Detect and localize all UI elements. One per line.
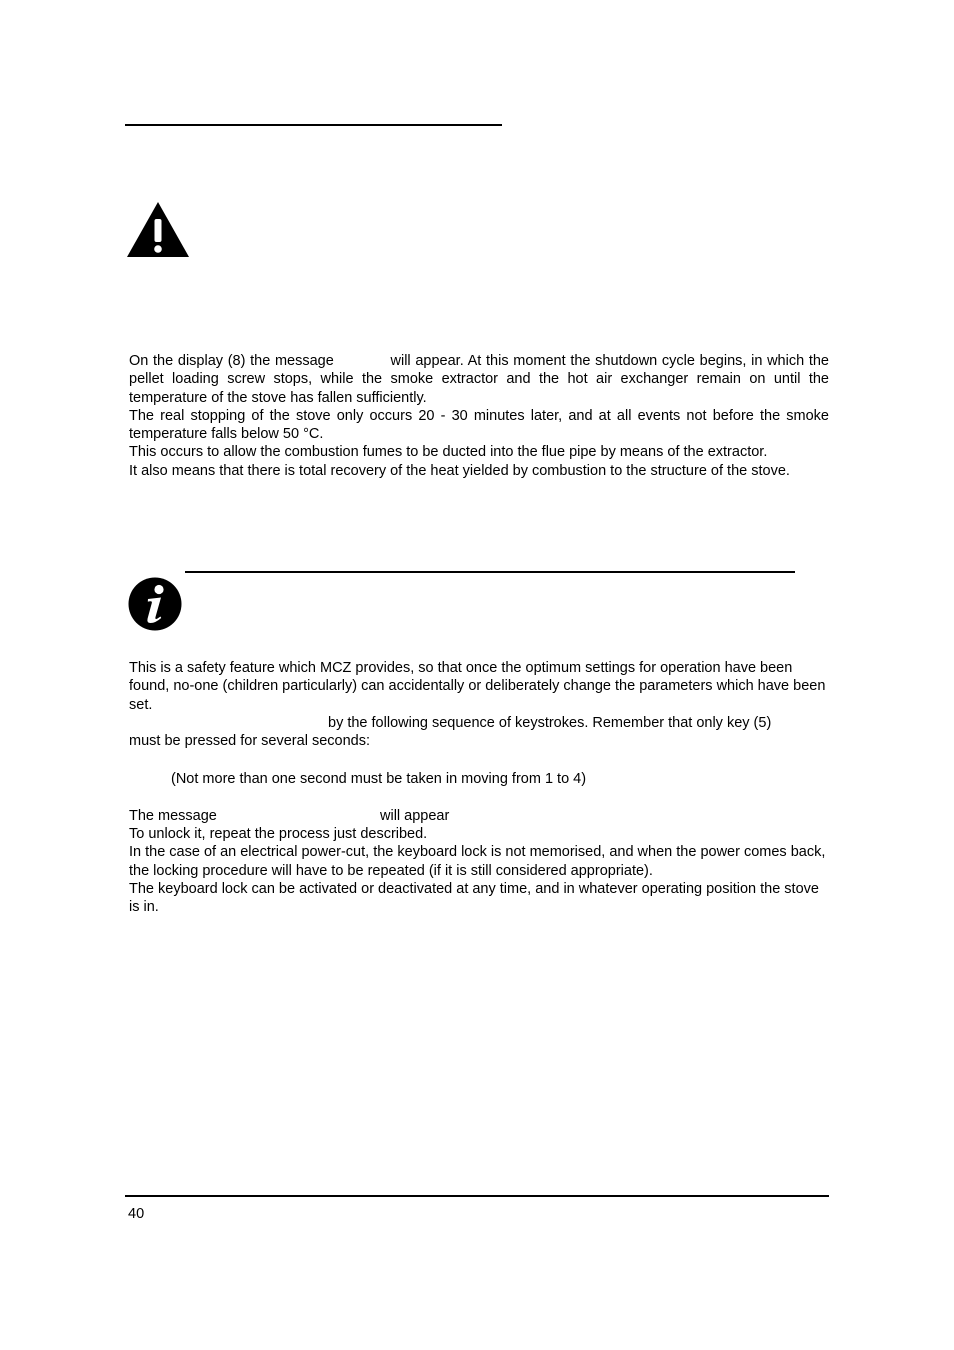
keystroke-sequence-line: by the following sequence of keystrokes. Remember that only key (5) <box>328 715 772 731</box>
anytime-text: The keyboard lock can be activated or deactivated at any time, and in whatever operating position the stove is in. <box>129 880 819 916</box>
header-rule <box>125 124 502 126</box>
info-circle-icon <box>128 577 182 631</box>
keyboard-lock-intro: This is a safety feature which MCZ provides, so that once the optimum settings for operation have been found, no-one (children particularly) can accidentally or deliberately change the parameters which have been set. <box>129 660 826 713</box>
powercut-text: In the case of an electrical power-cut, the keyboard lock is not memorised, and when the power comes back, the locking procedure will have to be repeated (if it is still considered appropriate). <box>129 844 826 879</box>
paragraph-fumes: This occurs to allow the combustion fumes to be ducted into the flue pipe by means of the extractor. <box>129 444 768 461</box>
section-rule <box>185 571 795 573</box>
paragraph-heat-recovery: It also means that there is total recovery of the heat yielded by combustion to the structure of the stove. <box>129 462 790 479</box>
message-after: will appear <box>380 808 450 824</box>
timing-note: (Not more than one second must be taken in moving from 1 to 4) <box>171 771 587 787</box>
footer-rule <box>125 1195 829 1197</box>
keyboard-lock-details <box>129 825 829 916</box>
keystroke-instruction: must be pressed for several seconds: <box>129 733 370 749</box>
page-number: 40 <box>128 1206 145 1222</box>
paragraph-real-stop: The real stopping of the stove only occurs 20 - 30 minutes later, and at all events not before the smoke temperature falls below 50 °C. <box>129 407 829 443</box>
warning-triangle-icon <box>126 201 190 258</box>
unlock-text: To unlock it, repeat the process just described. <box>129 826 428 842</box>
message-label: The message <box>129 808 217 824</box>
shutdown-description <box>129 352 829 480</box>
paragraph-display-message: On the display (8) the message will appear. At this moment the shutdown cycle begins, in which the pellet loading screw stops, while the smoke extractor and the hot air exchanger remain on until the temperature of the stove has fallen sufficiently. <box>129 353 830 406</box>
